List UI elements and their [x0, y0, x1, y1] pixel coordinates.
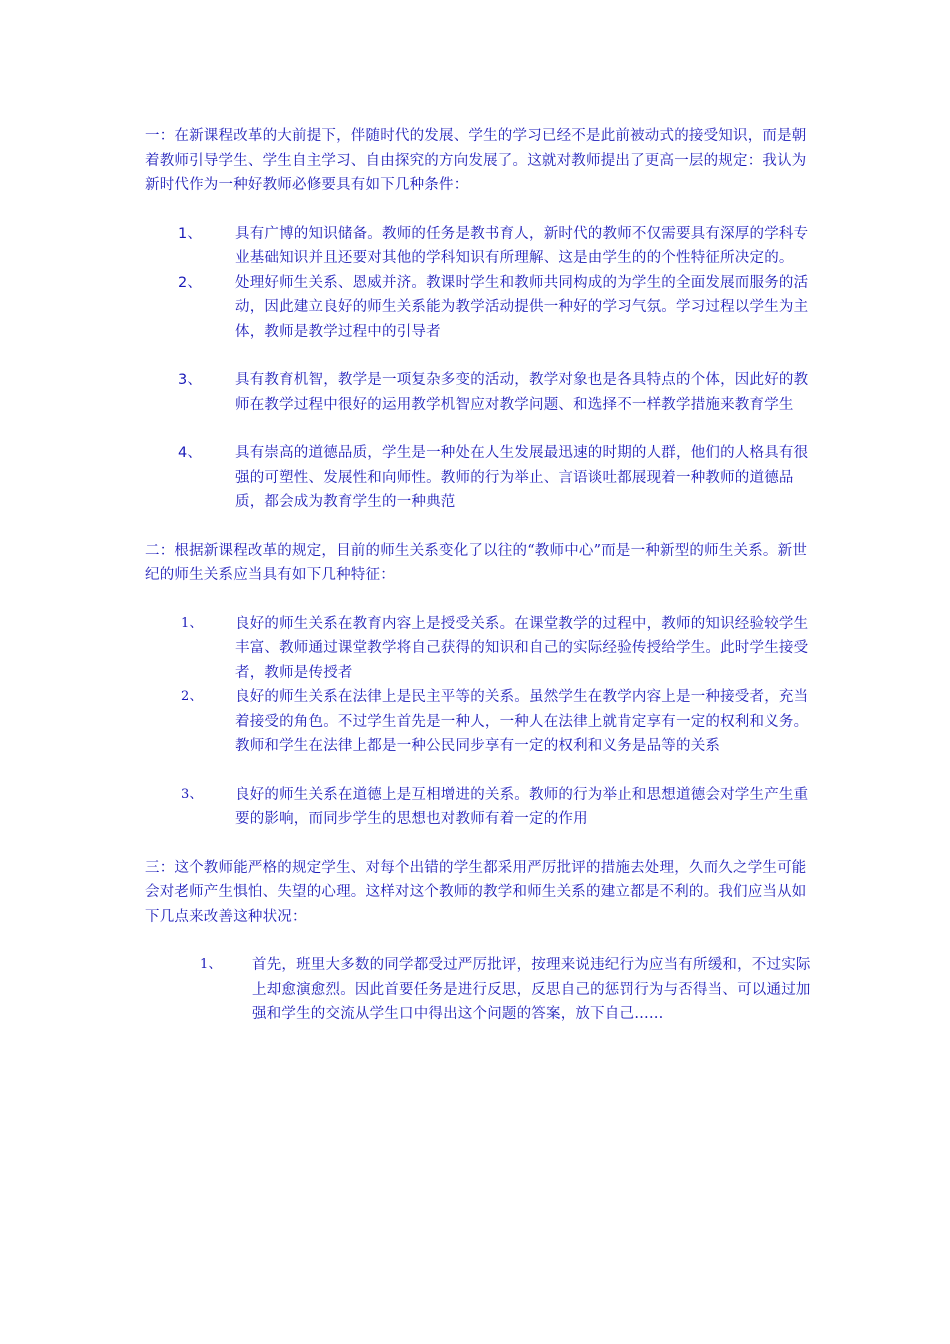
section3-list — [145, 953, 815, 1027]
list-text: 具有崇高的道德品质，学生是一种处在人生发展最迅速的时期的人群，他们的人格具有很强的可塑性、发展性和向师性。教师的行为举止、言语谈吐都展现着一种教师的道德品质，都会成为教育学生的一种典范 — [235, 445, 809, 510]
list-text: 具有教育机智，教学是一项复杂多变的活动，教学对象也是各具特点的个体，因此好的教师在教学过程中很好的运用教学机智应对教学问题、和选择不一样教学措施来教育学生 — [235, 372, 809, 413]
list-number: 3、 — [181, 786, 203, 802]
list-text: 良好的师生关系在法律上是民主平等的关系。虽然学生在教学内容上是一种接受者，充当着接受的角色。不过学生首先是一种人，一种人在法律上就肯定享有一定的权利和义务。教师和学生在法律上都是一种公民同步享有一定的权利和义务是品等的关系 — [235, 689, 809, 754]
section1-list — [145, 222, 815, 515]
document-page — [145, 124, 815, 1027]
list-text: 具有广博的知识储备。教师的任务是教书育人，新时代的教师不仅需要具有深厚的学科专业基础知识并且还要对其他的学科知识有所理解、这是由学生的的个性特征所决定的。 — [235, 225, 809, 266]
list-number: 1、 — [181, 615, 203, 631]
list-number: 4、 — [178, 445, 203, 461]
list-text: 良好的师生关系在道德上是互相增进的关系。教师的行为举止和思想道德会对学生产生重要的影响，而同步学生的思想也对教师有着一定的作用 — [235, 786, 809, 827]
list-item — [145, 783, 815, 832]
list-item — [145, 222, 815, 271]
list-number: 2、 — [178, 274, 203, 291]
list-item — [145, 685, 815, 759]
list-text: 首先，班里大多数的同学都受过严厉批评，按理来说违纪行为应当有所缓和，不过实际上却愈演愈烈。因此首要任务是进行反思，反思自己的惩罚行为与否得当、可以通过加强和学生的交流从学生口中得出这个问题的答案，放下自己…… — [252, 957, 811, 1022]
list-number: 1、 — [178, 225, 203, 242]
list-item — [145, 612, 815, 686]
list-item — [145, 953, 815, 1027]
list-text: 处理好师生关系、恩威并济。教课时学生和教师共同构成的为学生的全面发展而服务的活动，因此建立良好的师生关系能为教学活动提供一种好的学习气氛。学习过程以学生为主体，教师是教学过程中的引导者 — [235, 274, 809, 340]
section3-intro: 三：这个教师能严格的规定学生、对每个出错的学生都采用严厉批评的措施去处理，久而久之学生可能会对老师产生惧怕、失望的心理。这样对这个教师的教学和师生关系的建立都是不利的。我们应当从如下几点来改善这种状况： — [145, 859, 807, 925]
list-number: 2、 — [181, 689, 203, 704]
section2-list — [145, 612, 815, 832]
list-number: 1、 — [200, 957, 222, 972]
list-item — [145, 441, 815, 515]
section2-intro: 二：根据新课程改革的规定，目前的师生关系变化了以往的“教师中心”而是一种新型的师生关系。新世纪的师生关系应当具有如下几种特征： — [145, 542, 808, 583]
list-text: 良好的师生关系在教育内容上是授受关系。在课堂教学的过程中，教师的知识经验较学生丰富、教师通过课堂教学将自己获得的知识和自己的实际经验传授给学生。此时学生接受者，教师是传授者 — [235, 615, 809, 681]
section1-intro: 一：在新课程改革的大前提下，伴随时代的发展、学生的学习已经不是此前被动式的接受知识，而是朝着教师引导学生、学生自主学习、自由探究的方向发展了。这就对教师提出了更高一层的规定：我认为新时代作为一种好教师必修要具有如下几种条件： — [145, 128, 807, 193]
list-item — [145, 368, 815, 417]
list-item — [145, 271, 815, 345]
list-number: 3、 — [178, 372, 203, 388]
